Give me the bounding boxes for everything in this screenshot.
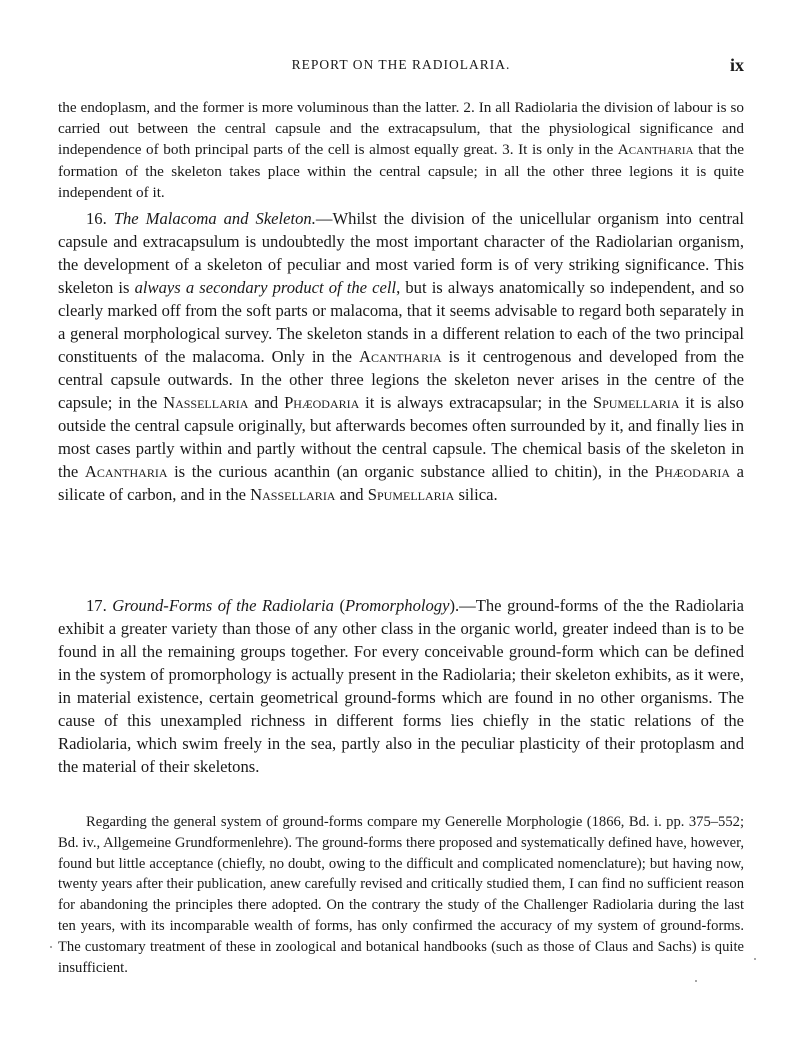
- page-header: [58, 57, 744, 77]
- emphasis: always a secondary product of the cell: [134, 278, 397, 297]
- text-run: ).: [449, 596, 460, 615]
- continued-paragraph: [58, 97, 744, 203]
- text-run: that the formation of the skeleton takes place within the central capsule; in all the other three legions it is quite independent of it.: [58, 141, 744, 201]
- text-run: is the curious acanthin (an organic substance allied to chitin), in the: [167, 462, 655, 481]
- taxon-name: Phæodaria: [654, 462, 731, 481]
- text-run: , but is always anatomically so independent, and so clearly marked off from the soft parts or malacoma, that it seems advisable to regard both separately in a general morphological survey. The skeleton stands in a different relation to each of the two principal constituents of the malacoma. Only in the: [58, 278, 744, 366]
- text-run: it is also outside the central capsule originally, but afterwards becomes often surrounded by it, and finally lies in most cases partly within and partly without the central capsule. The chemical basis of the skeleton in the: [58, 393, 744, 481]
- text-run: —Whilst the division of the unicellular organism into central capsule and extracapsulum is undoubtedly the most important character of the Radiolarian organism, the development of a skeleton of peculiar and most varied form is of very striking significance. This skeleton is: [58, 209, 744, 297]
- taxon-name: Nassellaria: [163, 393, 249, 412]
- running-head: REPORT ON THE RADIOLARIA.: [291, 57, 511, 72]
- taxon-name: Acantharia: [617, 141, 694, 159]
- text-run: and: [335, 485, 368, 504]
- section-number: 17.: [86, 596, 113, 615]
- text-run: and: [248, 393, 285, 412]
- text-run: is it centrogenous and developed from the central capsule outwards. In the other three legions the skeleton never arises in the centre of the capsule; in the: [58, 347, 744, 412]
- section-title: The Malacoma and Skeleton.: [113, 209, 316, 228]
- text-run: (: [333, 596, 345, 615]
- section-number: 16.: [86, 209, 114, 228]
- taxon-name: Spumellaria: [367, 485, 455, 504]
- text-run: —The ground-forms of the the Radiolaria exhibit a greater variety than those of any other class in the organic world, greater indeed than is to be found in all the remaining groups together. For every conceivable ground-form which can be defined in the system of promorphology is actually present in the Radiolaria; their skeleton exhibits, as it were, in material existence, certain geometrical ground-forms which are found in no other organisms. The cause of this unexampled richness in different forms lies chiefly in the static relations of the Radiolaria, which swim freely in the sea, partly also in the peculiar plasticity of their protoplasm and the material of their skeletons.: [58, 596, 745, 776]
- page-number: ix: [729, 55, 744, 75]
- taxon-name: Phæodaria: [284, 393, 360, 412]
- text-run: the endoplasm, and the former is more voluminous than the latter. 2. In all Radiolaria the division of labour is so carried out between the central capsule and the extracapsulum, that the physiological significance and independence of both principal parts of the cell is almost equally great. 3. It is only in the: [58, 99, 744, 159]
- section-16-paragraph: [58, 207, 744, 506]
- taxon-name: Acantharia: [358, 347, 442, 366]
- section-17-paragraph: [58, 594, 744, 778]
- note-paragraph: Regarding the general system of ground-forms compare my Generelle Morphologie (1866, Bd. i. pp. 375–552; Bd. iv., Allgemeine Grundformenlehre). The ground-forms there proposed and systematically defined have, however, found but little acceptance (chiefly, no doubt, owing to the difficult and complicated nomenclature); but having now, twenty years after their publication, anew carefully revised and critically studied them, I can find no sufficient reason for abandoning the principles there adopted. On the contrary the study of the Challenger Radiolaria during the last ten years, with its incomparable wealth of forms, has only confirmed the accuracy of my system of ground-forms. The customary treatment of these in zoological and botanical handbooks (such as those of Claus and Sachs) is quite insufficient.: [58, 814, 744, 976]
- taxon-name: Spumellaria: [592, 393, 680, 412]
- taxon-name: Acantharia: [84, 462, 168, 481]
- scan-speck: [695, 980, 697, 982]
- text-run: a silicate of carbon, and in the: [58, 462, 745, 504]
- text-run: it is always extracapsular; in the: [359, 393, 593, 412]
- section-title: Ground-Forms of the Radiolaria: [112, 596, 334, 615]
- text-run: silica.: [454, 485, 498, 504]
- scan-speck: [50, 946, 52, 948]
- section-subtitle: Promorphology: [344, 596, 450, 615]
- taxon-name: Nassellaria: [250, 485, 336, 504]
- scan-speck: [754, 958, 756, 960]
